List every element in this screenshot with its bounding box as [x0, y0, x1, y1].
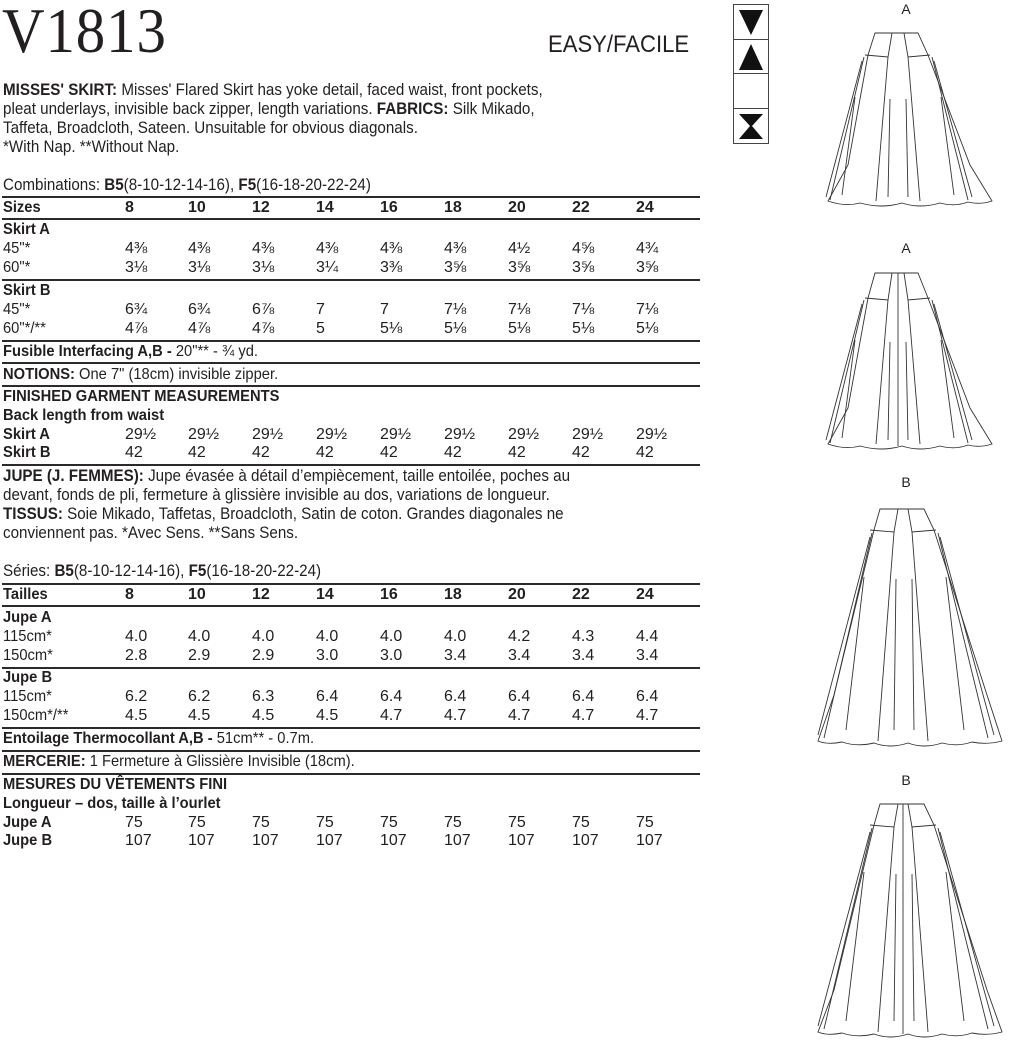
fabrics-text: Soie Mikado, Taffetas, Broadcloth, Satin de coton. Grandes diagonales ne [62, 505, 564, 523]
yardage-value: 4.7 [444, 707, 467, 724]
section-title: Jupe B [3, 669, 53, 686]
yardage-value: 4.5 [252, 707, 275, 724]
yardage-value: 3.0 [380, 647, 403, 664]
yardage-value: 4.7 [380, 707, 403, 724]
yardage-value: 3.4 [636, 647, 659, 664]
size-header: 24 [636, 586, 654, 603]
size-header: 20 [508, 586, 526, 603]
size-header: 8 [125, 586, 134, 603]
triangle-down-cell [734, 5, 768, 40]
measurement-value: 42 [125, 444, 143, 461]
english-description [3, 81, 647, 157]
size-header: 22 [572, 586, 590, 603]
measurement-value: 29½ [572, 426, 604, 443]
yardage-value: 4.7 [572, 707, 595, 724]
divider [2, 605, 700, 607]
yardage-value: 4⅞ [252, 320, 275, 337]
yardage-value: 4.4 [636, 628, 659, 645]
measurement-value: 29½ [316, 426, 348, 443]
tailles-header-row [3, 586, 700, 604]
yardage-value: 4.0 [252, 628, 275, 645]
triangle-down-icon [734, 5, 768, 39]
measurement-value: 107 [252, 832, 279, 849]
yardage-value: 3⅛ [252, 259, 275, 276]
measurement-value: 107 [188, 832, 215, 849]
description-title: JUPE (J. FEMMES): [3, 467, 144, 485]
size-header: 24 [636, 199, 654, 216]
size-header: 14 [316, 199, 334, 216]
yardage-value: 6.4 [380, 688, 403, 705]
yardage-row [3, 301, 700, 319]
divider [2, 196, 700, 198]
measurement-value: 107 [125, 832, 152, 849]
series-line [3, 562, 647, 581]
measurement-value: 42 [252, 444, 270, 461]
yardage-value: 3⅝ [572, 259, 595, 276]
yardage-value: 3⅝ [636, 259, 659, 276]
measurement-value: 29½ [380, 426, 412, 443]
measurement-value: 42 [316, 444, 334, 461]
measurement-value: 42 [380, 444, 398, 461]
description-text: Jupe évasée à détail d’empiècement, taille entoilée, poches au [143, 467, 571, 485]
measurement-value: 42 [508, 444, 526, 461]
yardage-value: 4.5 [316, 707, 339, 724]
sizes-header-row [3, 199, 700, 217]
series-label: Séries: [3, 562, 55, 580]
yardage-value: 4½ [508, 240, 531, 257]
notion-symbols-box [733, 4, 769, 144]
yardage-value: 2.8 [125, 647, 148, 664]
yardage-value: 5⅛ [508, 320, 531, 337]
triangle-up-cell [734, 40, 768, 74]
yardage-row [3, 320, 700, 338]
section-title: FINISHED GARMENT MEASUREMENTS [3, 388, 280, 405]
measurement-value: 75 [188, 814, 206, 831]
yardage-value: 5 [316, 320, 325, 337]
yardage-value: 6⅞ [252, 301, 275, 318]
blank-cell [734, 74, 768, 109]
divider [2, 279, 700, 281]
yardage-value: 4.3 [572, 628, 595, 645]
nap-note: *With Nap. **Without Nap. [3, 138, 180, 156]
measurement-value: 75 [444, 814, 462, 831]
yardage-value: 7⅛ [444, 301, 467, 318]
description-title: MISSES' SKIRT: [3, 81, 118, 99]
sketch-label: B [901, 772, 911, 788]
yardage-row [3, 688, 700, 706]
french-description [3, 467, 647, 543]
size-header: 12 [252, 586, 270, 603]
yardage-value: 4.7 [636, 707, 659, 724]
yardage-row [3, 628, 700, 646]
f5-code: F5 [238, 176, 257, 194]
description-text: pleat underlays, invisible back zipper, length variations. [3, 100, 377, 118]
divider [2, 727, 700, 729]
measurement-value: 75 [572, 814, 590, 831]
measurement-value: 29½ [444, 426, 476, 443]
size-header: 22 [572, 199, 590, 216]
section-subtitle: Longueur – dos, taille à l’ourlet [3, 795, 221, 812]
yardage-value: 6¾ [125, 301, 148, 318]
b5-sizes: (8-10-12-14-16), [123, 176, 239, 194]
measurement-value: 29½ [188, 426, 220, 443]
size-header: 8 [125, 199, 134, 216]
fabric-width-label: 45"* [3, 301, 31, 318]
description-text: devant, fonds de pli, fermeture à glissière invisible au dos, variations de longueur. [3, 486, 550, 504]
yardage-value: 4.0 [316, 628, 339, 645]
sizes-header-label: Tailles [3, 586, 48, 603]
yardage-value: 4.5 [125, 707, 148, 724]
size-header: 16 [380, 199, 398, 216]
sketch-label: B [901, 474, 911, 490]
yardage-value: 4⅝ [572, 240, 595, 257]
yardage-value: 2.9 [188, 647, 211, 664]
yardage-value: 3⅜ [380, 259, 403, 276]
nap-note: conviennent pas. *Avec Sens. **Sans Sens. [3, 524, 299, 542]
divider [2, 362, 700, 364]
yardage-value: 7 [380, 301, 389, 318]
measurement-value: 29½ [252, 426, 284, 443]
notions-value: 1 Fermeture à Glissière Invisible (18cm). [85, 753, 355, 770]
divider [2, 340, 700, 342]
measurement-label: Skirt B [3, 444, 51, 461]
yardage-value: 3.4 [572, 647, 595, 664]
yardage-value: 7⅛ [508, 301, 531, 318]
description-text: Misses' Flared Skirt has yoke detail, faced waist, front pockets, [117, 81, 543, 99]
size-header: 10 [188, 586, 206, 603]
yardage-value: 4⅞ [188, 320, 211, 337]
yardage-value: 6¾ [188, 301, 211, 318]
measurement-value: 75 [252, 814, 270, 831]
yardage-value: 3⅝ [508, 259, 531, 276]
sketch-label: A [901, 240, 911, 256]
measurement-value: 42 [444, 444, 462, 461]
b5-code: B5 [54, 562, 74, 580]
size-header: 16 [380, 586, 398, 603]
hourglass-icon [734, 109, 768, 143]
measurement-value: 75 [636, 814, 654, 831]
yardage-value: 4.0 [380, 628, 403, 645]
fabrics-text: Taffeta, Broadcloth, Sateen. Unsuitable for obvious diagonals. [3, 119, 418, 137]
yardage-value: 4.0 [188, 628, 211, 645]
measurement-value: 75 [380, 814, 398, 831]
yardage-value: 4.7 [508, 707, 531, 724]
yardage-value: 3¼ [316, 259, 339, 276]
fabric-width-label: 60"*/** [3, 320, 46, 337]
interfacing-value: 51cm** - 0.7m. [216, 730, 315, 747]
pattern-number: V1813 [2, 0, 167, 66]
combinations-label: Combinations: [3, 176, 105, 194]
b5-code: B5 [104, 176, 124, 194]
divider [2, 464, 700, 466]
notions-label: MERCERIE: [3, 753, 86, 770]
yardage-value: 4⅜ [380, 240, 403, 257]
yardage-value: 5⅛ [572, 320, 595, 337]
combinations-line [3, 176, 647, 195]
yardage-value: 4⅜ [252, 240, 275, 257]
measurement-value: 29½ [125, 426, 157, 443]
yardage-value: 5⅛ [444, 320, 467, 337]
yardage-value: 4⅜ [444, 240, 467, 257]
measurement-label: Jupe B [3, 832, 53, 849]
yardage-value: 6.2 [188, 688, 211, 705]
sizes-header-label: Sizes [3, 199, 41, 216]
yardage-value: 6.4 [636, 688, 659, 705]
yardage-value: 3.0 [316, 647, 339, 664]
yardage-value: 4⅜ [125, 240, 148, 257]
measurement-value: 75 [316, 814, 334, 831]
size-header: 18 [444, 586, 462, 603]
section-subtitle: Back length from waist [3, 407, 165, 424]
measurement-value: 29½ [636, 426, 668, 443]
fabric-width-label: 115cm* [3, 628, 52, 645]
interfacing-value: 20"** - ¾ yd. [175, 343, 258, 360]
size-header: 20 [508, 199, 526, 216]
yardage-value: 5⅛ [636, 320, 659, 337]
yardage-value: 4.0 [125, 628, 148, 645]
fabrics-label: TISSUS: [3, 505, 63, 523]
f5-sizes: (16-18-20-22-24) [256, 176, 371, 194]
fabric-width-label: 150cm*/** [3, 707, 69, 724]
fabric-width-label: 150cm* [3, 647, 53, 664]
yardage-value: 4¾ [636, 240, 659, 257]
divider [2, 218, 700, 220]
f5-sizes: (16-18-20-22-24) [206, 562, 322, 580]
measurement-value: 75 [508, 814, 526, 831]
measurement-label: Jupe A [3, 814, 52, 831]
yardage-value: 7⅛ [572, 301, 595, 318]
sketch-label: A [901, 1, 911, 17]
difficulty-label: EASY/FACILE [548, 31, 690, 58]
fabrics-text: Silk Mikado, [448, 100, 535, 118]
yardage-value: 4.5 [188, 707, 211, 724]
measurement-value: 107 [380, 832, 407, 849]
interfacing-label: Fusible Interfacing A,B - [3, 343, 176, 360]
divider [2, 773, 700, 775]
yardage-value: 4⅞ [125, 320, 148, 337]
divider [2, 750, 700, 752]
yardage-value: 4.0 [444, 628, 467, 645]
yardage-value: 3⅝ [444, 259, 467, 276]
size-header: 10 [188, 199, 206, 216]
yardage-value: 6.4 [444, 688, 467, 705]
yardage-row [3, 240, 700, 258]
fabric-width-label: 45"* [3, 240, 31, 257]
yardage-value: 6.2 [125, 688, 148, 705]
f5-code: F5 [188, 562, 207, 580]
yardage-value: 6.3 [252, 688, 275, 705]
yardage-value: 4⅜ [316, 240, 339, 257]
skirt-a-back-sketch [820, 268, 1000, 453]
size-header: 14 [316, 586, 334, 603]
measurement-value: 107 [636, 832, 663, 849]
measurement-row [3, 832, 700, 850]
fabric-width-label: 115cm* [3, 688, 52, 705]
measurement-row [3, 444, 700, 462]
size-header: 12 [252, 199, 270, 216]
measurement-value: 107 [572, 832, 599, 849]
yardage-value: 6.4 [508, 688, 531, 705]
yardage-value: 6.4 [316, 688, 339, 705]
b5-sizes: (8-10-12-14-16), [73, 562, 189, 580]
notions-label: NOTIONS: [3, 366, 75, 383]
interfacing-label: Entoilage Thermocollant A,B - [3, 730, 217, 747]
measurement-value: 42 [636, 444, 654, 461]
section-title: Skirt A [3, 221, 50, 238]
yardage-value: 3⅛ [125, 259, 148, 276]
divider [2, 667, 700, 669]
triangle-up-icon [734, 40, 768, 73]
yardage-row [3, 647, 700, 665]
measurement-value: 75 [125, 814, 143, 831]
yardage-value: 4.2 [508, 628, 531, 645]
fabric-width-label: 60"* [3, 259, 31, 276]
skirt-a-front-sketch [820, 25, 1000, 210]
fabrics-label: FABRICS: [376, 100, 449, 118]
measurement-value: 42 [572, 444, 590, 461]
measurement-value: 107 [316, 832, 343, 849]
yardage-value: 3.4 [508, 647, 531, 664]
yardage-value: 3.4 [444, 647, 467, 664]
skirt-b-back-sketch [812, 800, 1008, 1040]
measurement-value: 107 [508, 832, 535, 849]
measurement-value: 29½ [508, 426, 540, 443]
yardage-value: 5⅛ [380, 320, 403, 337]
section-title: Jupe A [3, 609, 52, 626]
yardage-row [3, 259, 700, 277]
section-title: MESURES DU VÊTEMENTS FINI [3, 776, 228, 793]
yardage-value: 6.4 [572, 688, 595, 705]
hourglass-cell [734, 109, 768, 143]
yardage-value: 7 [316, 301, 325, 318]
divider [2, 583, 700, 585]
yardage-value: 4⅜ [188, 240, 211, 257]
yardage-value: 7⅛ [636, 301, 659, 318]
divider [2, 385, 700, 387]
measurement-value: 107 [444, 832, 471, 849]
measurement-row [3, 426, 700, 444]
yardage-value: 3⅛ [188, 259, 211, 276]
measurement-row [3, 814, 700, 832]
notions-value: One 7" (18cm) invisible zipper. [74, 366, 279, 383]
measurement-label: Skirt A [3, 426, 50, 443]
skirt-b-front-sketch [812, 505, 1008, 750]
yardage-row [3, 707, 700, 725]
yardage-value: 2.9 [252, 647, 275, 664]
size-header: 18 [444, 199, 462, 216]
section-title: Skirt B [3, 282, 51, 299]
measurement-value: 42 [188, 444, 206, 461]
